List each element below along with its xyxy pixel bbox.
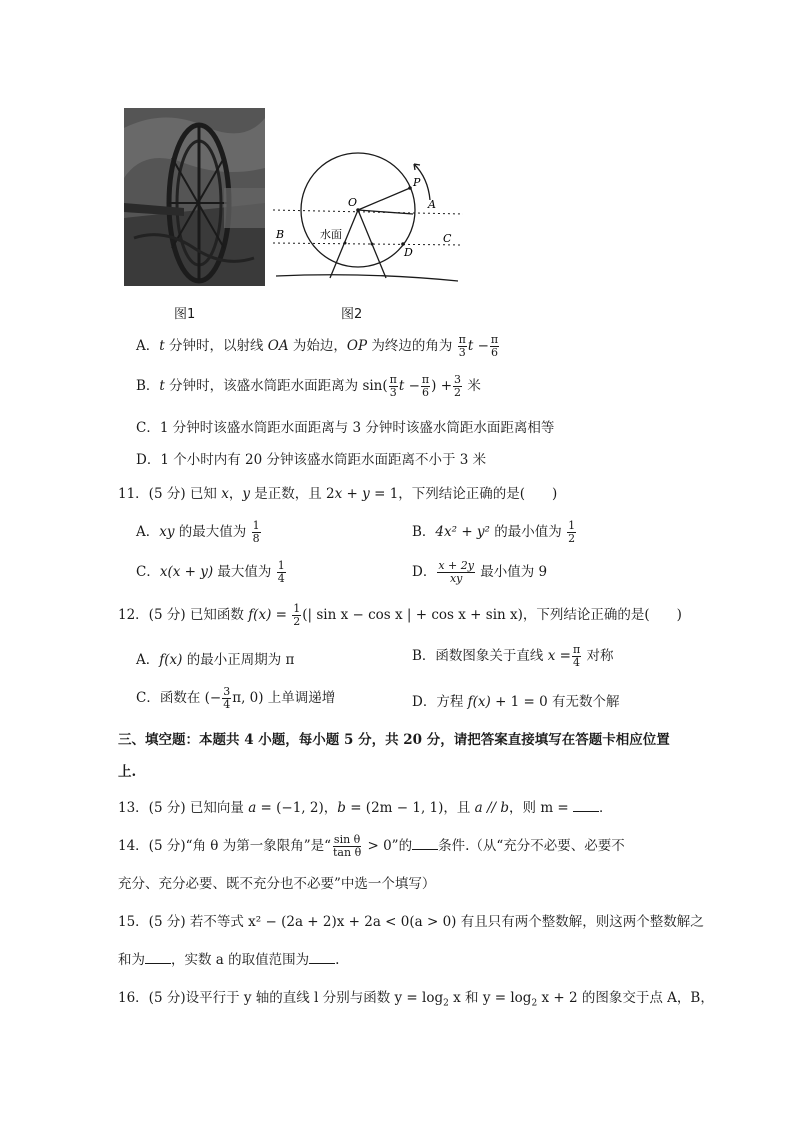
q13-answer-blank[interactable]	[573, 799, 599, 812]
q15-answer-blank-1[interactable]	[145, 951, 171, 964]
label-d: D	[404, 246, 413, 259]
label-c: C	[443, 232, 452, 245]
caption-fig2: 图2	[341, 307, 363, 322]
water-level-dotted-line	[273, 243, 463, 245]
radius-op	[358, 188, 410, 210]
q14-line1: 14．(5 分)“角 θ 为第一象限角”是“ $\frac{\text{sin θ}}{\text{tan θ}}$ > 0”的 条件.（从“充分不必要、必要不	[118, 833, 625, 859]
q16-line1: 16．(5 分)设平行于 y 轴的直线 l 分别与函数 $y = \log_2 x$ 和 $y = \log_2 x + 2$ 的图象交于点 A，B，	[118, 990, 714, 1009]
q15-line1: 15．(5 分) 若不等式 x² − (2a + 2)x + 2a < 0(a > 0) 有且只有两个整数解，则这两个整数解之	[118, 914, 704, 930]
q12-option-c: C．函数在 (− $\frac{3}{4}$ π, 0) 上单调递增	[136, 685, 336, 711]
label-water: 水面	[320, 228, 342, 241]
q14-line2: 充分、充分必要、既不充分也不必要”中选一个填写）	[118, 876, 436, 892]
q10-option-b: B．t 分钟时，该盛水筒距水面距离为 sin( $\frac{\pi}{3}$ t − $\frac{\pi}{6}$ ) + $\frac{3}{2}$ 米	[136, 373, 481, 399]
q12-option-b: B．函数图象关于直线 x = $\frac{\pi}{4}$ 对称	[412, 643, 614, 669]
q12-option-d: D．方程 f(x) + 1 = 0 有无数个解	[412, 694, 620, 710]
q10-option-c: C．1 分钟时该盛水筒距水面距离与 3 分钟时该盛水筒距水面距离相等	[136, 420, 555, 436]
q13: 13．(5 分) 已知向量 a = (−1, 2)，b = (2m − 1, 1)，且 a // b，则 m = ．	[118, 800, 613, 816]
label-a: A	[428, 198, 436, 211]
q15-answer-blank-2[interactable]	[309, 951, 335, 964]
caption-fig1: 图1	[174, 307, 196, 322]
q10-option-d: D．1 个小时内有 20 分钟该盛水筒距水面距离不小于 3 米	[136, 452, 487, 468]
label-o: O	[348, 196, 358, 209]
q11-option-a: A．xy 的最大值为 $\frac{1}{8}$	[136, 519, 260, 545]
wheel-diagram	[268, 150, 468, 285]
label-b: B	[276, 228, 285, 241]
q11-option-b: B．4x² + y² 的最小值为 $\frac{1}{2}$	[412, 519, 576, 545]
q11-option-c: C．x(x + y) 最大值为 $\frac{1}{4}$	[136, 559, 285, 585]
water-wheel-photo	[124, 108, 265, 286]
q11-option-d: D． $\frac{x + 2y}{xy}$ 最小值为 9	[412, 559, 548, 585]
ground-line	[276, 275, 458, 281]
q12-stem: 12．(5 分) 已知函数 f(x) = $\frac{1}{2}$ (| sin x − cos x | + cos x + sin x)，下列结论正确的是( )	[118, 602, 682, 628]
label-p: P	[413, 176, 421, 189]
section3-heading: 三、填空题：本题共 4 小题，每小题 5 分，共 20 分，请把答案直接填写在答题卡相应位置	[118, 732, 670, 748]
q11-stem: 11．(5 分) 已知 x，y 是正数，且 2x + y = 1，下列结论正确的是( )	[118, 486, 558, 502]
q10-option-a: A．t 分钟时，以射线 OA 为始边，OP 为终边的角为 $\frac{\pi}{3}$ t − $\frac{\pi}{6}$	[136, 333, 499, 359]
q15-line2: 和为 ，实数 a 的取值范围为 .	[118, 952, 340, 968]
q14-answer-blank[interactable]	[412, 837, 438, 850]
section3-heading-cont: 上.	[118, 764, 137, 780]
q12-option-a: A．f(x) 的最小正周期为 π	[136, 652, 295, 668]
radius-oa	[358, 210, 413, 214]
